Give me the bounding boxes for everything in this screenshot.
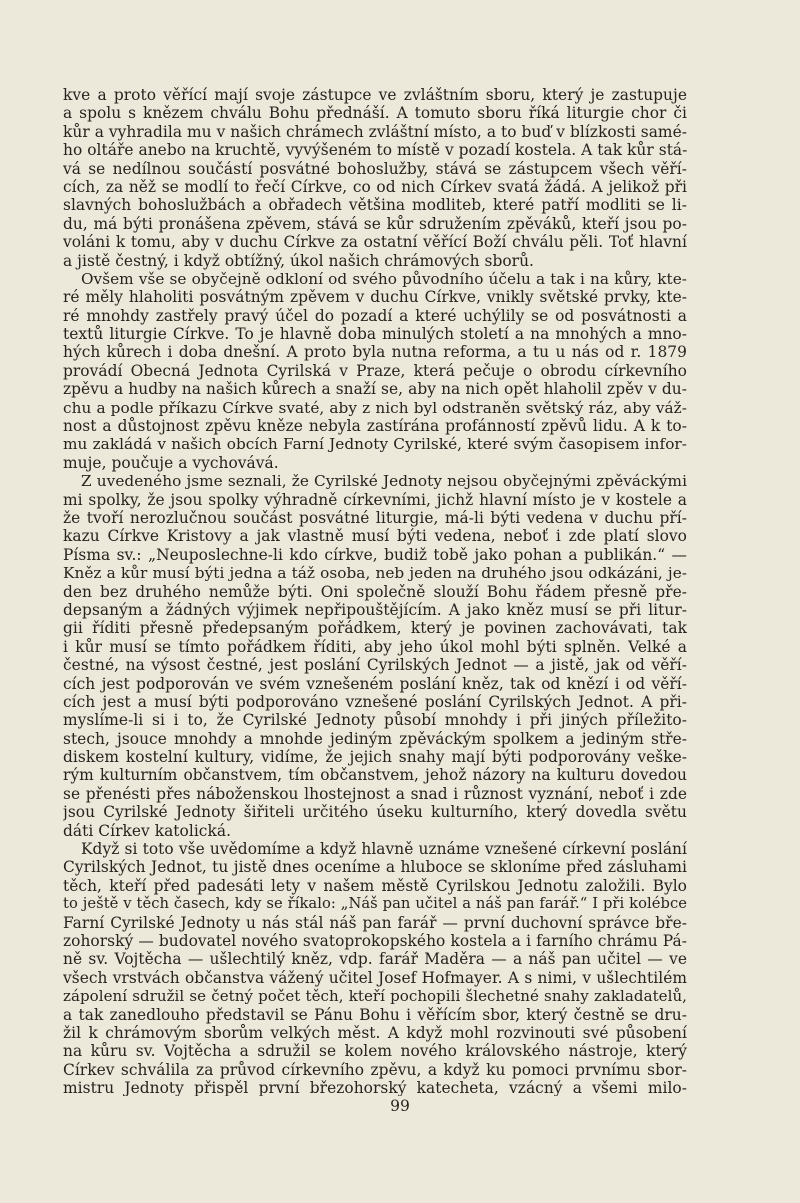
paragraph bbox=[63, 472, 687, 840]
text-line: hých kůrech i doba dnešní. A proto byla nutna reforma, a tu u nás od r. 1879 bbox=[63, 343, 687, 362]
text-line: dáti Církev katolická. bbox=[63, 821, 232, 840]
text-line: zohorský — budovatel nového svatoprokopského kostela a i farního chrámu Pá- bbox=[63, 931, 687, 950]
text-line: kůr a vyhradila mu v našich chrámech zvláštní místo, a to buď v blízkosti samé- bbox=[63, 122, 687, 141]
text-line: cích jest a musí býti podporováno vznešené poslání Cyrilských Jednot. A při- bbox=[63, 692, 687, 711]
text-line: zápolení sdružil se četný počet těch, kteří pochopili šlechetné snahy zakladatelů, bbox=[63, 987, 687, 1006]
text-line: žil k chrámovým sborům velkých měst. A když mohl rozvinouti své působení bbox=[63, 1023, 687, 1042]
text-line: voláni k tomu, aby v duchu Církve za ostatní věřící Boží chválu pěli. Toť hlavní bbox=[63, 233, 687, 252]
page-number: 99 bbox=[390, 1097, 410, 1115]
text-line: gii říditi přesně předepsaným pořádkem, který je povinen zachovávati, tak bbox=[63, 619, 687, 638]
text-line: i kůr musí se tímto pořádkem říditi, aby jeho úkol mohl býti splněn. Velké a bbox=[63, 637, 687, 656]
text-line: muje, poučuje a vychovává. bbox=[63, 453, 279, 472]
text-line: Ovšem vše se obyčejně odkloní od svého původního účelu a tak i na kůry, kte- bbox=[81, 269, 687, 288]
text-line: Kněz a kůr musí býti jedna a táž osoba, neb jeden na druhého jsou odkázáni, je- bbox=[63, 564, 687, 583]
text-line: Farní Cyrilské Jednoty u nás stál náš pan farář — první duchovní správce bře- bbox=[63, 913, 687, 932]
text-line: a jistě čestný, i když obtížný, úkol našich chrámových sborů. bbox=[63, 251, 534, 270]
text-line: cích, za něž se modlí to řečí Církve, co od nich Církev svatá žádá. A jelikož při bbox=[63, 177, 687, 196]
text-line: Když si toto vše uvědomíme a když hlavně uznáme vznešené církevní poslání bbox=[81, 840, 687, 859]
text-line: Církev schválila za průvod církevního zpěvu, a když ku pomoci prvnímu sbor- bbox=[63, 1060, 687, 1079]
paragraph bbox=[63, 86, 687, 270]
text-line: den bez druhého nemůže býti. Oni společně slouží Bohu řádem přesně pře- bbox=[63, 582, 687, 601]
text-line: myslíme-li si i to, že Cyrilské Jednoty působí mnohdy i při jiných příležito- bbox=[63, 711, 687, 730]
body-text bbox=[63, 86, 687, 1096]
text-line: zpěvu a hudby na našich kůrech a snaží se, aby na nich opět hlaholil zpěv v du- bbox=[63, 380, 687, 399]
text-line: nost a důstojnost zpěvu kněze nebyla zastírána profánností zpěvů lidu. A k to- bbox=[63, 417, 687, 436]
text-line: a spolu s knězem chválu Bohu přednáší. A tomuto sboru říká liturgie chor či bbox=[63, 104, 687, 123]
paragraph bbox=[63, 840, 687, 1096]
text-line: depsaným a žádných výjimek nepřipouštějícím. A jako kněz musí se při litur- bbox=[63, 600, 687, 619]
text-line: provádí Obecná Jednota Cyrilská v Praze, která pečuje o obrodu církevního bbox=[63, 361, 687, 380]
text-line: chu a podle příkazu Církve svaté, aby z nich byl odstraněn světský ráz, aby váž- bbox=[63, 398, 687, 417]
text-line: a tak zanedlouho představil se Pánu Bohu i věřícím sbor, který čestně se dru- bbox=[63, 1005, 687, 1024]
text-line: textů liturgie Církve. To je hlavně doba minulých století a na mnohých a mno- bbox=[63, 325, 687, 344]
text-line: se přenésti přes náboženskou lhostejnost a snad i různost vyznání, neboť i zde bbox=[63, 784, 687, 803]
text-line: ho oltáře anebo na kruchtě, vyvýšeném to místě v pozadí kostela. A tak kůr stá- bbox=[63, 141, 687, 160]
text-line: kazu Církve Kristovy a jak vlastně musí býti vedena, neboť i zde platí slovo bbox=[63, 527, 687, 546]
text-line: cích jest podporován ve svém vznešeném poslání kněz, tak od knězí i od věří- bbox=[63, 674, 687, 693]
text-line: kve a proto věřící mají svoje zástupce ve zvláštním sboru, který je zastupuje bbox=[63, 86, 687, 104]
text-line: ré mnohdy zastřely pravý účel do pozadí a které uchýlily se od posvátnosti a bbox=[63, 306, 687, 325]
text-line: Z uvedeného jsme seznali, že Cyrilské Jednoty nejsou obyčejnými zpěváckými bbox=[81, 472, 687, 491]
text-line: vá se nedílnou součástí posvátné bohoslužby, stává se zástupcem všech věří- bbox=[63, 159, 687, 178]
text-line: Cyrilských Jednot, tu jistě dnes oceníme a hluboce se skloníme před zásluhami bbox=[63, 858, 687, 877]
text-line: těch, kteří před padesáti lety v našem městě Cyrilskou Jednotu založili. Bylo bbox=[63, 876, 687, 895]
text-line: všech vrstvách občanstva vážený učitel Josef Hofmayer. A s nimi, v ušlechtilém bbox=[63, 968, 687, 987]
text-line: rým kulturním občanstvem, tím občanstvem, jehož názory na kulturu dovedou bbox=[63, 766, 687, 785]
text-line: čestné, na výsost čestné, jest poslání Cyrilských Jednot — a jistě, jak od věří- bbox=[63, 656, 687, 675]
text-line: stech, jsouce mnohdy a mnohde jediným zpěváckým spolkem a jediným stře- bbox=[63, 729, 687, 748]
text-line: že tvoří nerozlučnou součást posvátné liturgie, má-li býti vedena v duchu pří- bbox=[63, 508, 687, 527]
text-line: jsou Cyrilské Jednoty šiřiteli určitého úseku kulturního, který dovedla světu bbox=[63, 803, 687, 822]
text-line: Písma sv.: „Neuposlechne-li kdo církve, budiž tobě jako pohan a publikán.“ — bbox=[63, 545, 687, 564]
text-line: slavných bohoslužbách a obřadech většina modliteb, které patří modliti se li- bbox=[63, 196, 687, 215]
text-line: mi spolky, že jsou spolky výhradně církevními, jichž hlavní místo je v kostele a bbox=[63, 490, 687, 509]
text-line: ně sv. Vojtěcha — ušlechtilý kněz, vdp. farář Maděra — a náš pan učitel — ve bbox=[63, 950, 687, 969]
text-line: mu zakládá v našich obcích Farní Jednoty Cyrilské, které svým časopisem infor- bbox=[63, 435, 687, 454]
paragraph bbox=[63, 270, 687, 472]
text-line: na kůru sv. Vojtěcha a sdružil se kolem nového královského nástroje, který bbox=[63, 1042, 687, 1061]
text-line: diskem kostelní kultury, vidíme, že jejich snahy mají býti podporovány veške- bbox=[63, 748, 687, 767]
text-line: mistru Jednoty přispěl první březohorský katecheta, vzácný a všemi milo- bbox=[63, 1079, 687, 1096]
text-line: to ještě v těch časech, kdy se říkalo: „Náš pan učitel a náš pan farář.“ I při kolébce bbox=[63, 895, 687, 913]
text-line: ré měly hlaholiti posvátným zpěvem v duchu Církve, vnikly světské prvky, kte- bbox=[63, 288, 687, 307]
text-line: du, má býti pronášena zpěvem, stává se kůr sdružením zpěváků, kteří jsou po- bbox=[63, 214, 687, 233]
